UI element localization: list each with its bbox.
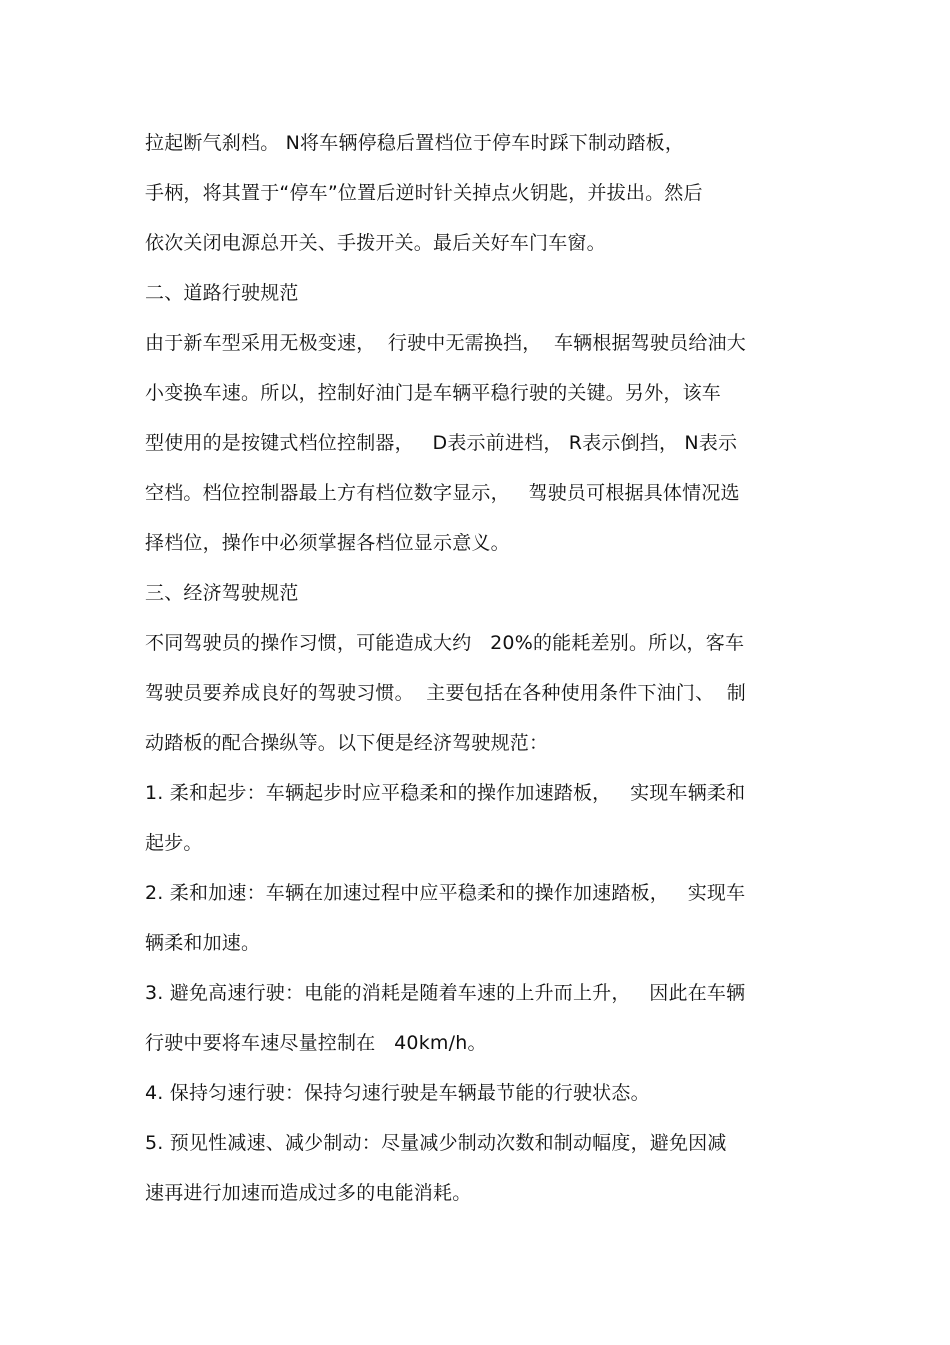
list-item-1-cont: 起步。 xyxy=(145,832,203,854)
text-line-7: 型使用的是按键式档位控制器， D表示前进档， R表示倒挡， N表示 xyxy=(145,432,738,454)
text-line-2: 手柄，将其置于“停车”位置后逆时针关掉点火钥匙，并拔出。然后 xyxy=(145,182,703,204)
text-line-9: 择档位，操作中必须掌握各档位显示意义。 xyxy=(145,532,510,554)
list-item-3-cont: 行驶中要将车速尽量控制在 40km/h。 xyxy=(145,1032,487,1054)
text-line-12: 驾驶员要养成良好的驾驶习惯。 主要包括在各种使用条件下油门、 制 xyxy=(145,682,746,704)
list-item-2: 2. 柔和加速：车辆在加速过程中应平稳柔和的操作加速踏板， 实现车 xyxy=(145,882,746,904)
list-item-5: 5. 预见性减速、减少制动：尽量减少制动次数和制动幅度，避免因减 xyxy=(145,1132,727,1154)
list-item-1: 1. 柔和起步：车辆起步时应平稳柔和的操作加速踏板， 实现车辆柔和 xyxy=(145,782,746,804)
list-item-4: 4. 保持匀速行驶：保持匀速行驶是车辆最节能的行驶状态。 xyxy=(145,1082,650,1104)
text-line-6: 小变换车速。所以，控制好油门是车辆平稳行驶的关键。另外，该车 xyxy=(145,382,722,404)
section-heading-3: 三、经济驾驶规范 xyxy=(145,582,299,604)
text-line-1: 拉起断气刹档。 N将车辆停稳后置档位于停车时踩下制动踏板， xyxy=(145,132,685,154)
list-item-3: 3. 避免高速行驶：电能的消耗是随着车速的上升而上升， 因此在车辆 xyxy=(145,982,746,1004)
list-item-2-cont: 辆柔和加速。 xyxy=(145,932,261,954)
text-line-5: 由于新车型采用无极变速， 行驶中无需换挡， 车辆根据驾驶员给油大 xyxy=(145,332,746,354)
text-line-3: 依次关闭电源总开关、手拨开关。最后关好车门车窗。 xyxy=(145,232,606,254)
text-line-8: 空档。档位控制器最上方有档位数字显示， 驾驶员可根据具体情况选 xyxy=(145,482,740,504)
text-line-11: 不同驾驶员的操作习惯，可能造成大约 20%的能耗差别。所以，客车 xyxy=(145,632,745,654)
list-item-5-cont: 速再进行加速而造成过多的电能消耗。 xyxy=(145,1182,472,1204)
text-line-13: 动踏板的配合操纵等。以下便是经济驾驶规范： xyxy=(145,732,549,754)
section-heading-2: 二、道路行驶规范 xyxy=(145,282,299,304)
